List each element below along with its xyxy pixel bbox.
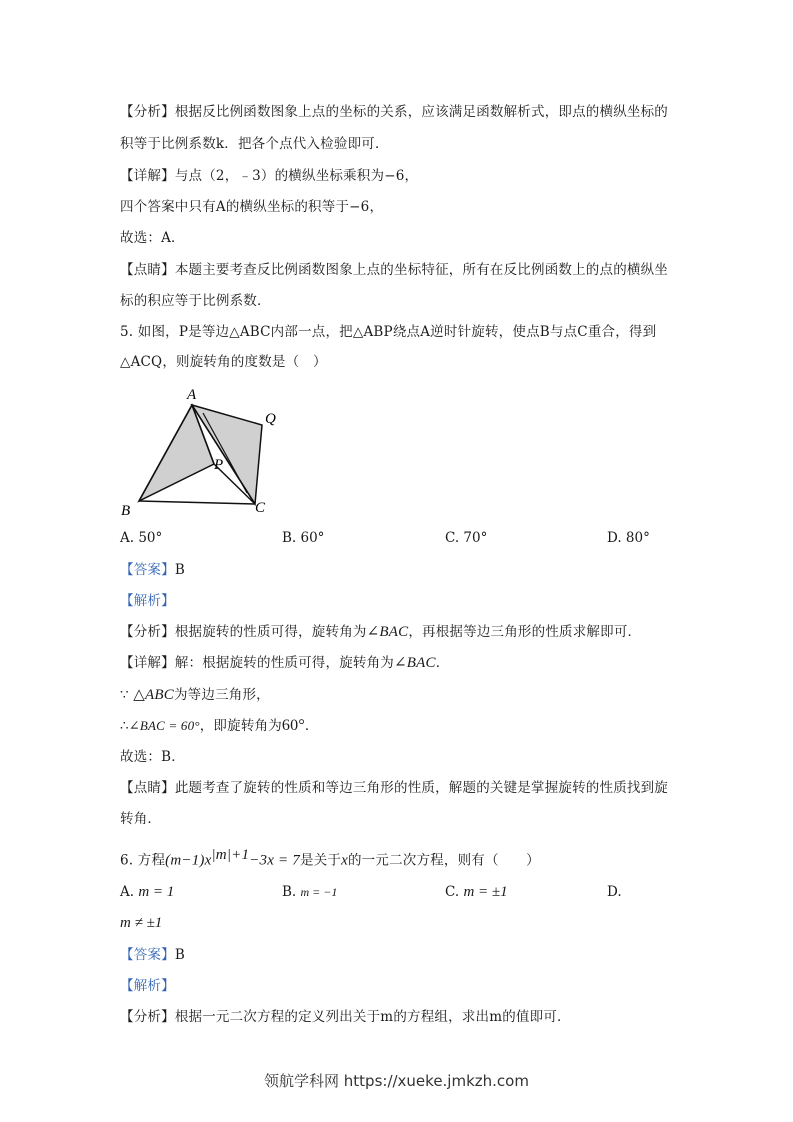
- q4-comment-line-1: 【点睛】本题主要考查反比例函数图象上点的坐标特征，所有在反比例函数上的点的横纵坐: [120, 262, 669, 278]
- q5-stem-line-1: 5. 如图，P是等边△ABC内部一点，把△ABP绕点A逆时针旋转，使点B与点C重合，得到: [120, 324, 657, 340]
- label-b: B: [121, 503, 131, 518]
- segment-bc: [139, 501, 255, 504]
- q6-option-a: A. m = 1: [120, 884, 175, 900]
- q4-detail-line-2: 四个答案中只有A的横纵坐标的积等于−6，: [120, 199, 384, 215]
- q5-answer: 【答案】B: [120, 562, 185, 578]
- page-footer: 领航学科网 https://xueke.jmkzh.com: [264, 1072, 529, 1090]
- q6-analysis: 【分析】根据一元二次方程的定义列出关于m的方程组，求出m的值即可．: [120, 1009, 571, 1025]
- q5-comment-line-1: 【点睛】此题考查了旋转的性质和等边三角形的性质，解题的关键是掌握旋转的性质找到旋: [120, 780, 669, 796]
- q5-figure: [115, 383, 285, 518]
- label-a: A: [187, 387, 197, 403]
- q5-option-b: B. 60°: [282, 530, 325, 546]
- q5-option-a: A. 50°: [120, 530, 163, 546]
- q5-analysis: 【分析】根据旋转的性质可得，旋转角为∠BAC，再根据等边三角形的性质求解即可．: [120, 624, 642, 640]
- q5-stem-line-2: △ACQ，则旋转角的度数是（ ）: [120, 354, 327, 370]
- q4-analysis-line-1: 【分析】根据反比例函数图象上点的坐标的关系，应该满足函数解析式，即点的横纵坐标的: [120, 104, 669, 120]
- q4-detail-line-1: 【详解】与点（2，﹣3）的横纵坐标乘积为−6，: [120, 168, 419, 184]
- q5-comment-line-2: 转角．: [120, 811, 162, 827]
- q5-because: ∵ △ABC为等边三角形，: [120, 687, 270, 703]
- q6-answer: 【答案】B: [120, 947, 185, 963]
- q5-choice: 故选：B．: [120, 749, 185, 765]
- q5-solution-tag: 【解析】: [120, 593, 175, 609]
- q6-option-d-value: m ≠ ±1: [120, 915, 163, 931]
- q6-option-d-label: D.: [607, 884, 622, 900]
- q6-option-b: B. m = −1: [282, 884, 338, 900]
- q5-option-d: D. 80°: [607, 530, 650, 546]
- label-p: P: [214, 457, 224, 473]
- q5-detail: 【详解】解：根据旋转的性质可得，旋转角为∠BAC．: [120, 655, 450, 671]
- label-c: C: [255, 500, 266, 516]
- q6-solution-tag: 【解析】: [120, 978, 175, 994]
- q6-stem: 6. 方程$(m-1)x^{|m|+1}-3x = 7$是关于x的一元二次方程，则有（ ）: [120, 847, 540, 869]
- q4-choice: 故选：A．: [120, 230, 185, 246]
- q5-therefore: ∴∠BAC = 60°，即旋转角为60°．: [120, 717, 319, 734]
- q4-analysis-line-2: 积等于比例系数k．把各个点代入检验即可．: [120, 136, 389, 152]
- q4-comment-line-2: 标的积应等于比例系数．: [120, 293, 271, 309]
- label-q: Q: [265, 411, 276, 427]
- q5-option-c: C. 70°: [445, 530, 488, 546]
- q6-option-c: C. m = ±1: [445, 884, 508, 900]
